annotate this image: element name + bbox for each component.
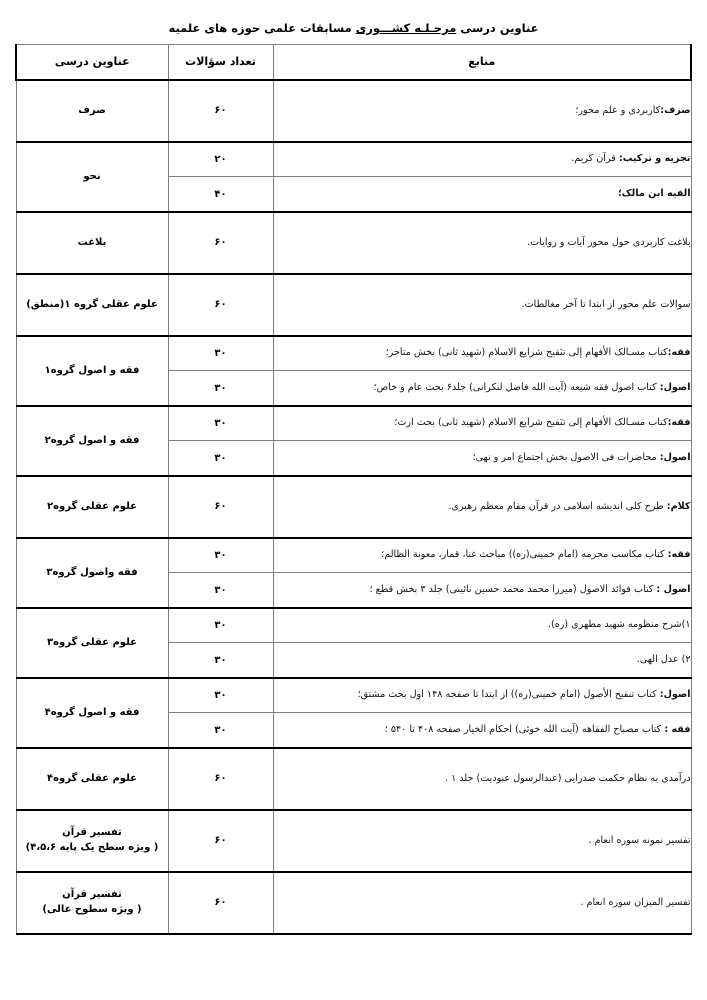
source-text: کاربردی و علم محور؛	[575, 104, 661, 116]
cell-subject: علوم عقلی گروه۳	[16, 608, 168, 678]
subject-line-2: ( ویژه سطح یک پایه ۴،۵،۶)	[25, 841, 159, 853]
source-label: تجزیه و ترکیب:	[618, 153, 691, 165]
cell-subject: علوم عقلی گروه۲	[16, 476, 168, 538]
source-text: کتاب مسـالک الأفهام إلی تنَقیح شرایع الاسلام (شهید ثانی) بحث ارث؛	[394, 417, 668, 429]
cell-question-count: ۶۰	[168, 80, 273, 142]
cell-source	[273, 748, 691, 810]
page-title-prefix: عناوین درسی	[456, 21, 539, 35]
cell-subject	[16, 872, 168, 934]
cell-source	[273, 142, 691, 177]
cell-question-count: ۳۰	[168, 441, 273, 476]
cell-subject: فقه واصول گروه۳	[16, 538, 168, 608]
source-label: فقه :	[664, 723, 691, 735]
column-header-sources: منابع	[273, 44, 691, 80]
source-label: فقه:	[667, 347, 691, 359]
cell-source	[273, 573, 691, 608]
cell-subject: نحو	[16, 142, 168, 212]
cell-subject: فقه و اصول گروه۲	[16, 406, 168, 476]
cell-question-count: ۳۰	[168, 538, 273, 573]
source-text: تفسیر نمونه سوره انعام .	[588, 834, 691, 846]
cell-source	[273, 608, 691, 643]
cell-question-count: ۳۰	[168, 713, 273, 748]
source-text: کتاب مکاسب محرمه (امام خمینی(ره)) مباحث غنا، قمار، معونة الظالم؛	[381, 549, 668, 561]
source-text: درآمدی به نظام حکمت صدرایی (عبدالرسول عبودیت) جلد ۱ .	[444, 772, 691, 784]
table-row	[16, 608, 691, 643]
cell-source	[273, 371, 691, 406]
cell-source	[273, 274, 691, 336]
cell-question-count: ۶۰	[168, 212, 273, 274]
cell-source	[273, 872, 691, 934]
cell-question-count: ۳۰	[168, 573, 273, 608]
subject-line-2: ( ویژه سطوح عالی)	[42, 903, 142, 915]
source-text: ۱)شرح منظومه شهید مطهری (ره).	[547, 619, 691, 631]
cell-question-count: ۳۰	[168, 678, 273, 713]
cell-source	[273, 406, 691, 441]
cell-source	[273, 476, 691, 538]
cell-subject	[16, 810, 168, 872]
source-label: اصول:	[659, 381, 691, 393]
cell-source	[273, 212, 691, 274]
cell-subject: صرف	[16, 80, 168, 142]
source-label: کلام:	[666, 500, 691, 512]
cell-source	[273, 538, 691, 573]
cell-question-count: ۳۰	[168, 336, 273, 371]
cell-question-count: ۴۰	[168, 177, 273, 212]
cell-question-count: ۶۰	[168, 476, 273, 538]
table-row	[16, 142, 691, 177]
source-text: محاضرات فی الاصول بخش اجتماع امر و نهی؛	[472, 451, 660, 463]
cell-question-count: ۳۰	[168, 371, 273, 406]
table-row	[16, 678, 691, 713]
cell-source	[273, 336, 691, 371]
page-title	[0, 0, 707, 44]
source-text: کتاب مسـالک الأفهام إلی تنَقیح شرایع الاسلام (شهید ثانی) بخش متاجر؛	[385, 347, 668, 359]
source-text: قرآن کریم.	[571, 153, 619, 165]
table-row	[16, 212, 691, 274]
cell-subject: علوم عقلی گروه ۱(منطق)	[16, 274, 168, 336]
cell-source	[273, 678, 691, 713]
source-text: ۲) عدل الهی.	[636, 653, 691, 665]
source-text: کتاب اصول فقه شیعه (آیت الله فاضل لنکرانی) جلد۶ بحث عام و خاص؛	[373, 381, 660, 393]
source-text: بلاغت کاربردی حول محور آیات و روایات.	[527, 236, 691, 248]
table-row	[16, 538, 691, 573]
cell-source	[273, 441, 691, 476]
cell-subject: بلاغت	[16, 212, 168, 274]
table-row	[16, 274, 691, 336]
source-label: فقه:	[667, 549, 691, 561]
table-row	[16, 80, 691, 142]
source-text: طرح کلی اندیشه اسلامی در قرآن مقام معظم رهبری.	[448, 500, 667, 512]
cell-question-count: ۶۰	[168, 748, 273, 810]
cell-question-count: ۶۰	[168, 810, 273, 872]
source-text: کتاب فوائد الاصول (میرزا محمد محمد حسین نائینی) جلد ۳ بخش قطع ؛	[369, 583, 657, 595]
subject-line-1: تفسیر قرآن	[62, 889, 122, 901]
column-header-subject: عناوین درسی	[16, 44, 168, 80]
table-header-row	[16, 44, 691, 80]
table-row	[16, 748, 691, 810]
cell-question-count: ۲۰	[168, 142, 273, 177]
cell-source	[273, 643, 691, 678]
table-body	[16, 80, 691, 934]
source-label: اصول :	[656, 583, 691, 595]
source-label: فقه:	[667, 417, 691, 429]
table-row	[16, 810, 691, 872]
source-label: اصول:	[659, 689, 691, 701]
page-title-underlined: مرحـلـه کشـــوری	[355, 21, 457, 35]
cell-question-count: ۶۰	[168, 274, 273, 336]
cell-question-count: ۳۰	[168, 406, 273, 441]
table-header	[16, 44, 691, 80]
subject-line-1: تفسیر قرآن	[62, 827, 122, 839]
column-header-question-count: تعداد سؤالات	[168, 44, 273, 80]
source-text: سوالات علم محور از ابتدا تا آخر مغالطات.	[521, 298, 691, 310]
cell-question-count: ۶۰	[168, 872, 273, 934]
source-label: اصول:	[659, 451, 691, 463]
cell-question-count: ۳۰	[168, 608, 273, 643]
source-text: کتاب مصباح الفقاهه (آیت الله خوئی) احکام الخیار صفحه ۴۰۸ تا ۵۴۰ ؛	[384, 723, 665, 735]
source-text: تفسیر المیزان سوره انعام .	[580, 896, 691, 908]
table-row	[16, 336, 691, 371]
cell-subject: علوم عقلی گروه۴	[16, 748, 168, 810]
cell-subject: فقه و اصول گروه۱	[16, 336, 168, 406]
cell-source	[273, 713, 691, 748]
source-text: کتاب تنقیح الأصول (امام خمینی(ره)) از ابتدا تا صفحه ۱۴۸ اول بحث مشتق؛	[357, 689, 660, 701]
cell-source	[273, 177, 691, 212]
cell-source	[273, 80, 691, 142]
page-title-suffix: مسابقات علمی حوزه های علمیه	[168, 21, 356, 35]
curriculum-table	[15, 44, 692, 935]
table-row	[16, 406, 691, 441]
table-row	[16, 476, 691, 538]
table-row	[16, 872, 691, 934]
source-label: صرف:	[660, 104, 691, 116]
cell-subject: فقه و اصول گروه۴	[16, 678, 168, 748]
source-label: الفیه ابن مالک؛	[617, 187, 691, 199]
cell-source	[273, 810, 691, 872]
cell-question-count: ۳۰	[168, 643, 273, 678]
